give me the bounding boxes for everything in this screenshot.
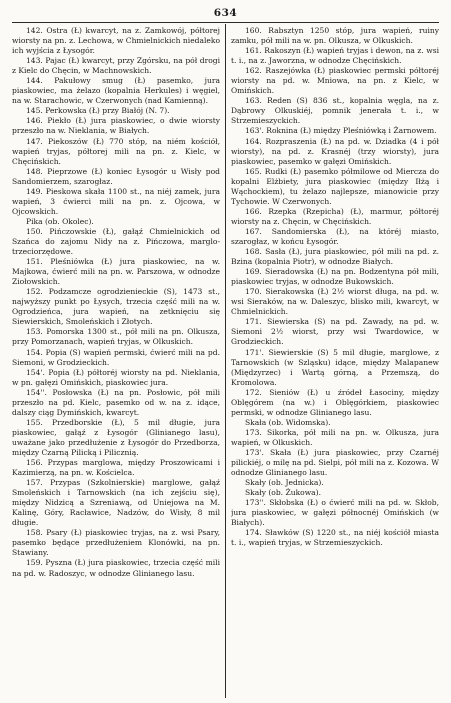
gazetteer-entry: 165. Rudki (Ł) pasemko półmilowe od Miercza do kopalni Elżbiety, jura piaskowiec (między Iłżą i Wąchockiem), tu żelazo najlepsze, mianowicie przy Tychowie. W Czerwonych. [231,166,439,206]
gazetteer-entry: 156. Przypas marglowa, między Proszowicami i Kazimierzą, na pn. w. Kościelca. [12,458,220,478]
gazetteer-entry: 160. Rabsztyn 1250 stóp, jura wapień, ruiny zamku, pół mili na w. pn. Olkusza, w Olkuskich. [231,26,439,46]
gazetteer-entry: 163'. Roknina (Ł) między Pleśniówką i Żarnowem. [245,126,437,136]
gazetteer-entry: 171. Siewierska (S) na pd. Zawady, na pd. w. Siemoni 2½ wiorst, przy wsi Twardowice, w Grodzieckich. [231,317,439,347]
column-divider [225,24,226,698]
gazetteer-entry: 166. Rzepka (Rzepicha) (Ł), marmur, półtoréj wiorsty na z. Chęcin, w Chęcińskich. [231,206,439,226]
gazetteer-entry: 154''. Posłowska (Ł) na pn. Posłowic, pół mili przeszło na pd. Kielc, pasemko od w. na z. idące, dalszy ciąg Dymińskich, kwarcyt. [12,387,220,417]
gazetteer-entry: 163. Reden (S) 836 st., kopalnia węgla, na z. Dąbrowy Olkuskiéj, pomnik jenerała t. i., w Strzemieszyckich. [231,96,439,126]
gazetteer-entry: 143. Pajac (Ł) kwarcyt, przy Zgórsku, na pół drogi z Kielc do Chęcin, w Machnowskich. [12,56,220,76]
page-number: 634 [213,7,238,19]
gazetteer-entry: 173''. Skłobska (Ł) o ćwierć mili na pd. w. Skłob, jura piaskowiec, w gałęzi północnéj Omińskich (w Białych). [231,498,439,528]
gazetteer-entry: Skały (ob. Jednicka). [245,478,324,488]
gazetteer-entry: 150. Pińczowskie (Ł), gałąź Chmielnickich od Szańca do zajomu Nidy na z. Pińczowa, marglo-trzeciorzędowe. [12,226,220,257]
gazetteer-entry: Skały (ob. Żukowa). [245,488,321,498]
gazetteer-entry: 148. Pieprzowe (Ł) koniec Łysogór u Wisły pod Sandomierzem, szarogłaz. [12,166,220,186]
gazetteer-entry: Pika (ob. Okolec). [26,216,94,226]
gazetteer-entry: 153. Pomorska 1300 st., pół mili na pn. Olkusza, przy Pomorzanach, wapień tryjas, w Olkuskich. [12,327,220,347]
gazetteer-entry: 154'. Popia (Ł) półtoréj wiorsty na pd. Nieklania, w pn. gałęzi Omińskich, piaskowiec jura. [12,367,220,387]
gazetteer-entry: 174. Sławków (S) 1220 st., na niéj kościół miasta t. i., wapień tryjas, w Strzemieszyckich. [231,528,439,548]
header-rule [12,22,439,23]
gazetteer-entry: 151. Pleśniówka (Ł) jura piaskowiec, na w. Majkowa, ćwierć mili na pn. w. Parszowa, w odnodze Ziołowskich. [12,257,220,287]
gazetteer-entry: 145. Perkowska (Ł) przy Białój (N. 7). [26,106,170,116]
gazetteer-entry: 170. Sierakowska (Ł) 2½ wiorst długa, na pd. w. wsi Sieraków, na w. Daleszyc, blisko mili, kwarcyt, w Chmielnickich. [231,287,439,317]
gazetteer-entry: 158. Psary (Ł) piaskowiec tryjas, na z. wsi Psary, pasemko będące przedłużeniem Klonówki, na pn. Stawiany. [12,528,220,558]
gazetteer-entry: 167. Sandomierska (Ł), na któréj miasto, szarogłaz, w końcu Łysogór. [231,226,439,246]
gazetteer-entry: 169. Sieradowska (Ł) na pn. Bodzentyna pół mili, piaskowiec tryjas, w odnodze Bukowskich. [231,267,439,287]
gazetteer-entry: 155. Przedborskie (Ł), 5 mil długie, jura piaskowiec, gałąź z Łysogór (Glinianego lasu), uważane jako przedłużenie z Łysogór do Przedborza, między Czarną Pilicką i Pilicznią. [12,417,220,457]
gazetteer-entry: 164. Rozpraszenia (Ł) na pd. w. Dziadka (4 i pół wiorsty), na pd. z. Krasnéj (trzy wiorsty), jura piaskowiec, pasemko w gałęzi Omińskich. [231,136,439,166]
gazetteer-entry: 173'. Skała (Ł) jura piaskowiec, przy Czarnéj pilickiéj, o milę na pd. Sielpi, pół mili na z. Kozowa. W odnodze Glinianego lasu. [231,447,439,478]
gazetteer-entry: 149. Pieskowa skała 1100 st., na niéj zamek, jura wapień, 3 ćwierci mili na pn. z. Ojcowa, w Ojcowskich. [12,186,220,216]
gazetteer-entry: 154. Popia (S) wapień permski, ćwierć mili na pd. Siemoni, w Grodzieckich. [12,347,220,367]
gazetteer-entry: 161. Rakoszyn (Ł) wapień tryjas i dewon, na z. wsi t. i., na z. Jaworzna, w odnodze Chęcińskich. [231,46,439,66]
gazetteer-entry: 171'. Siewierskie (S) 5 mil długie, marglowe, z Tarnowskich (w Szląsku) idące, między Malapanew (Międzyrzec) i Wartą górną, a Przemszą, do Kromolowa. [231,347,439,387]
gazetteer-entry: 147. Piekoszów (Ł) 770 stóp, na niém kościół, wapień tryjas, półtorej mili na pn. z. Kielc, w Chęcińskich. [12,136,220,166]
gazetteer-entry: 157. Przypas (Szkolnierskie) marglowe, gałąź Smoleńskich i Tarnowskich (na ich zejściu się), między Nidzicą a Szreniawą, od Uniejowa na M. Kalinę, Góry, Racławice, Nadzów, do Wisły, 8 mil długie. [12,478,220,528]
gazetteer-entry: 146. Piekło (Ł) jura piaskowiec, o dwie wiorsty przeszło na w. Nieklania, w Białych. [12,116,220,136]
gazetteer-entry: Skała (ob. Widomska). [245,417,331,427]
gazetteer-entry: 144. Pakułowy smug (Ł) pasemko, jura piaskowiec, ma żelazo (kopalnia Herkules) i węgiel, na w. Starachowic, w Czerwonych (nad Kamienną). [12,76,220,106]
gazetteer-entry: 168. Sasła (Ł), jura piaskowiec, pół mili na pd. z. Bzina (kopalnia Piotr), w odnodze Białych. [231,247,439,267]
gazetteer-entry: 162. Raszejówka (Ł) piaskowiec permski półtoréj wiorsty na pd. w. Mniowa, na pn. z Kielc, w Omińskich. [231,66,439,96]
gazetteer-entry: 142. Ostra (Ł) kwarcyt, na z. Zamkowój, półtorej wiorsty na pn. z. Lechowa, w Chmielnickich niedaleko ich wyjścia z Łysogór. [12,26,220,56]
gazetteer-entry: 172. Sieniów (Ł) u źródeł Łasociny, między Oblęgórem (na w.) i Oblęgórkiem, piaskowiec permski, w odnodze Glinianego lasu. [231,387,439,417]
gazetteer-entry: 152. Podzamcze ogrodzienieckie (S), 1473 st., najwyższy punkt po Łysych, trzecia część mili na w. Ogrodzieńca, jura wapień, na zetknięciu się Siewierskich, Smoleńskich i Złotych. [12,287,220,327]
gazetteer-entry: 159. Pyszna (Ł) jura piaskowiec, trzecia część mili na pd. w. Radoszyc, w odnodze Glinianego lasu. [12,558,220,578]
right-column [231,26,439,698]
gazetteer-entry: 173. Sikorka, pół mili na pn. w. Olkusza, jura wapień, w Olkuskich. [231,427,439,447]
left-column [12,26,220,698]
